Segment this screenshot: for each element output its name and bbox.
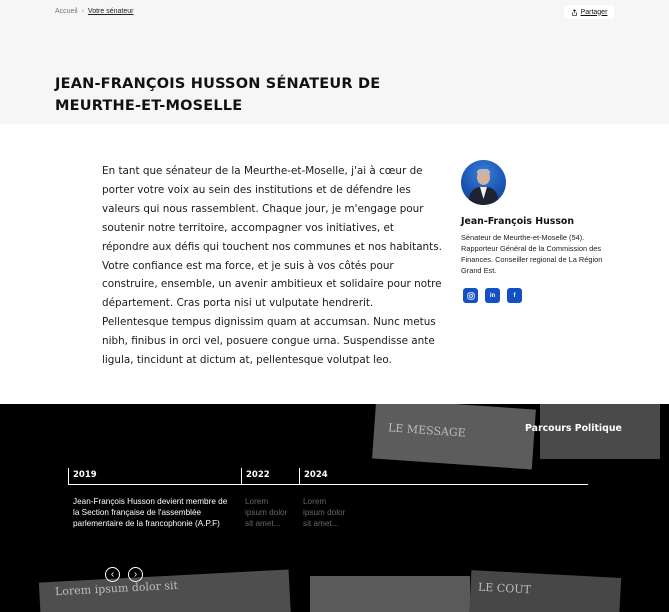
- profile-description: Sénateur de Meurthe-et-Moselle (54). Rapporteur Général de la Commission des Finances. Conseiller regional de La Région Grand Est.: [461, 233, 603, 275]
- timeline-year[interactable]: 2019: [68, 468, 97, 485]
- background-text: Lorem ipsum dolor sit: [54, 578, 179, 599]
- next-button[interactable]: [128, 567, 143, 582]
- share-button[interactable]: [564, 5, 614, 19]
- instagram-icon: [467, 292, 475, 300]
- profile-card: [460, 160, 620, 299]
- timeline-year[interactable]: 2024: [299, 468, 328, 485]
- breadcrumb-current[interactable]: Votre sénateur: [87, 8, 134, 15]
- facebook-icon: f: [513, 292, 516, 299]
- timeline-event: Lorem ipsum dolor sit amet...: [245, 497, 288, 528]
- instagram-link[interactable]: [463, 288, 478, 303]
- chevron-left-icon: ‹: [110, 568, 115, 580]
- breadcrumb-separator: ›: [81, 8, 84, 15]
- profile-name: Jean-François Husson: [461, 216, 575, 227]
- timeline-event: Jean-François Husson devient membre de la Section française de l'assemblée parlementaire de la francophonie (A.P.F): [73, 497, 228, 528]
- bio-text: En tant que sénateur de la Meurthe-et-Moselle, j'ai à cœur de porter votre voix au sein des institutions et de défendre les valeurs qui nous rassemblent. Chaque jour, je m'engage pour soutenir notre territoire, accompagner vos initiatives, et répondre aux défis qui touchent nos communes et nos habitants. Votre confiance est ma force, et je suis à vos côtés pour construire, ensemble, un avenir ambitieux et solidaire pour notre département. Cras porta nisi ut vulputate hendrerit. Pellentesque tempus dignissim quam at accumsan. Nunc metus nibh, finibus in orci vel, posuere congue urna. Suspendisse ante ligula, tincidunt at dictum at, pellentesque volutpat leo.: [102, 165, 442, 367]
- social-links: [463, 288, 522, 303]
- background-text: LE COUT: [477, 580, 532, 597]
- prev-button[interactable]: [105, 567, 120, 582]
- parcours-section: [0, 404, 669, 612]
- background-text: LE MESSAGE: [387, 421, 467, 440]
- facebook-link[interactable]: [507, 288, 522, 303]
- page-title: JEAN-FRANÇOIS HUSSON SÉNATEUR DE MEURTHE-ET-MOSELLE: [55, 76, 381, 114]
- linkedin-icon: in: [489, 292, 496, 299]
- avatar: [461, 160, 506, 205]
- parcours-title: Parcours Politique: [525, 423, 622, 434]
- background-photo: [310, 576, 470, 612]
- timeline-year[interactable]: 2022: [241, 468, 270, 485]
- chevron-right-icon: ›: [133, 568, 138, 580]
- timeline-event: Lorem ipsum dolor sit amet...: [303, 497, 346, 528]
- breadcrumb: [55, 8, 133, 15]
- share-label: Partager: [580, 8, 608, 16]
- breadcrumb-home-link[interactable]: Accueil: [55, 8, 78, 15]
- timeline-rail: [68, 484, 588, 485]
- share-icon: [571, 9, 578, 16]
- linkedin-link[interactable]: [485, 288, 500, 303]
- page-header: [0, 0, 669, 124]
